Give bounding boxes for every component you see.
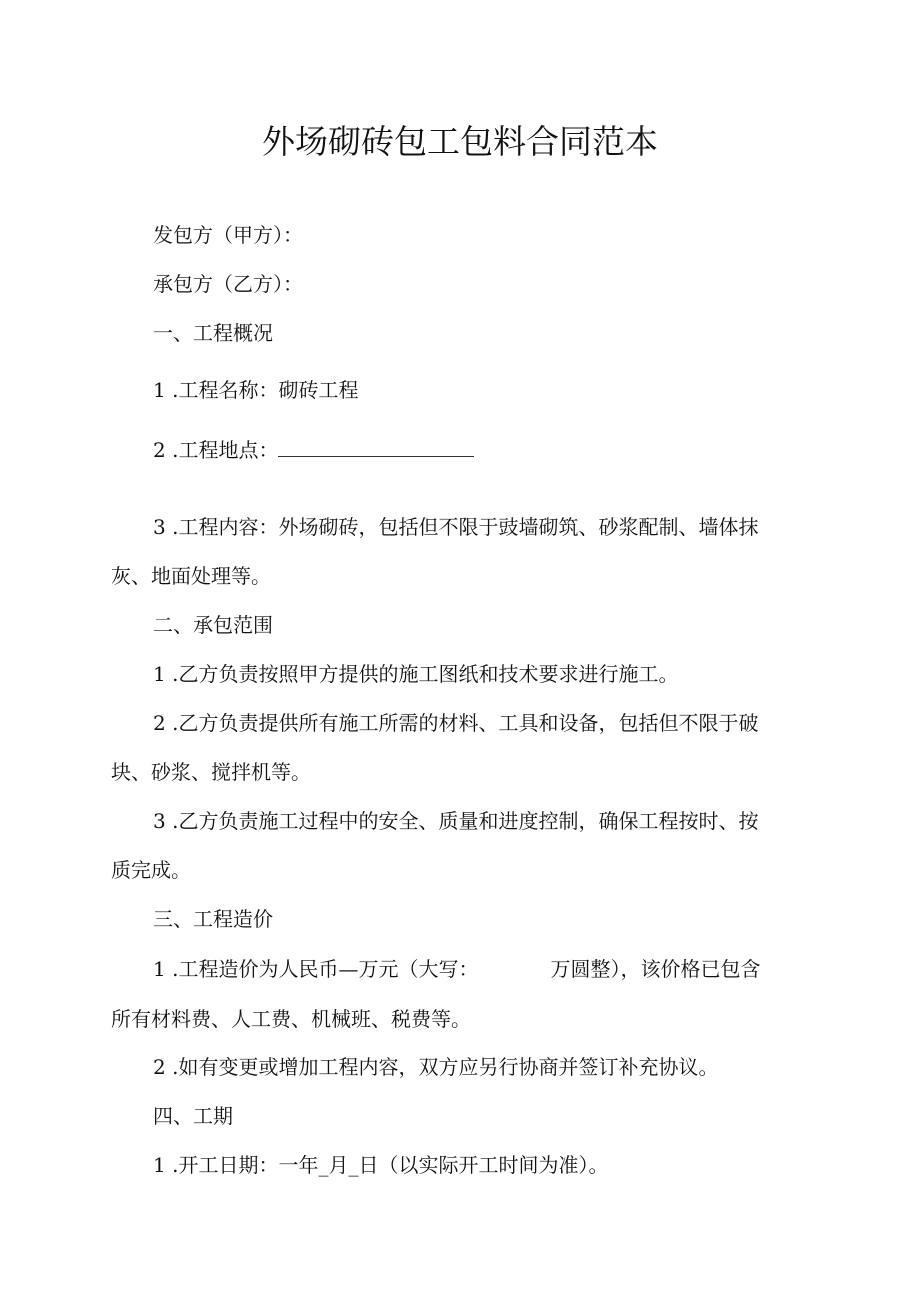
section-3-heading: 三、工程造价 [153, 907, 273, 931]
section-2-item-3-line-2: 质完成。 [111, 858, 191, 882]
section-3-item-1-line-2: 所有材料费、人工费、机械班、税费等。 [111, 1007, 471, 1031]
section-3-item-1-line-1 [153, 957, 760, 981]
document-title: 外场砌砖包工包料合同范本 [262, 122, 658, 161]
section-1-item-3-line-1: 3 .工程内容：外场砌砖，包括但不限于豉墙砌筑、砂浆配制、墙体抹 [153, 515, 759, 539]
party-b-line: 承包方（乙方）： [153, 272, 303, 296]
project-location-blank [278, 438, 474, 457]
section-1-item-2 [153, 438, 474, 462]
party-a-line: 发包方（甲方）： [153, 223, 303, 247]
section-2-heading: 二、承包范围 [153, 613, 273, 637]
section-2-item-2-line-2: 块、砂浆、搅拌机等。 [111, 760, 311, 784]
section-2-item-1: 1 .乙方负责按照甲方提供的施工图纸和技术要求进行施工。 [153, 662, 679, 686]
section-3-item-2: 2 .如有变更或增加工程内容，双方应另行协商并签订补充协议。 [153, 1055, 719, 1079]
section-4-item-1: 1 .开工日期：一年_月_日（以实际开工时间为准）。 [153, 1153, 609, 1177]
section-2-item-2-line-1: 2 .乙方负责提供所有施工所需的材料、工具和设备，包括但不限于破 [153, 711, 759, 735]
section-1-item-3-line-2: 灰、地面处理等。 [111, 564, 271, 588]
section-4-heading: 四、工期 [153, 1104, 233, 1128]
section-1-item-1: 1 .工程名称：砌砖工程 [153, 378, 359, 402]
section-2-item-3-line-1: 3 .乙方负责施工过程中的安全、质量和进度控制，确保工程按时、按 [153, 809, 759, 833]
project-location-label: 2 .工程地点： [153, 438, 279, 462]
price-text-part-1: 1 .工程造价为人民币—万元（大写： [153, 957, 479, 981]
price-text-part-2: 万圆整），该价格已包含 [550, 957, 761, 981]
section-1-heading: 一、工程概况 [153, 321, 273, 345]
